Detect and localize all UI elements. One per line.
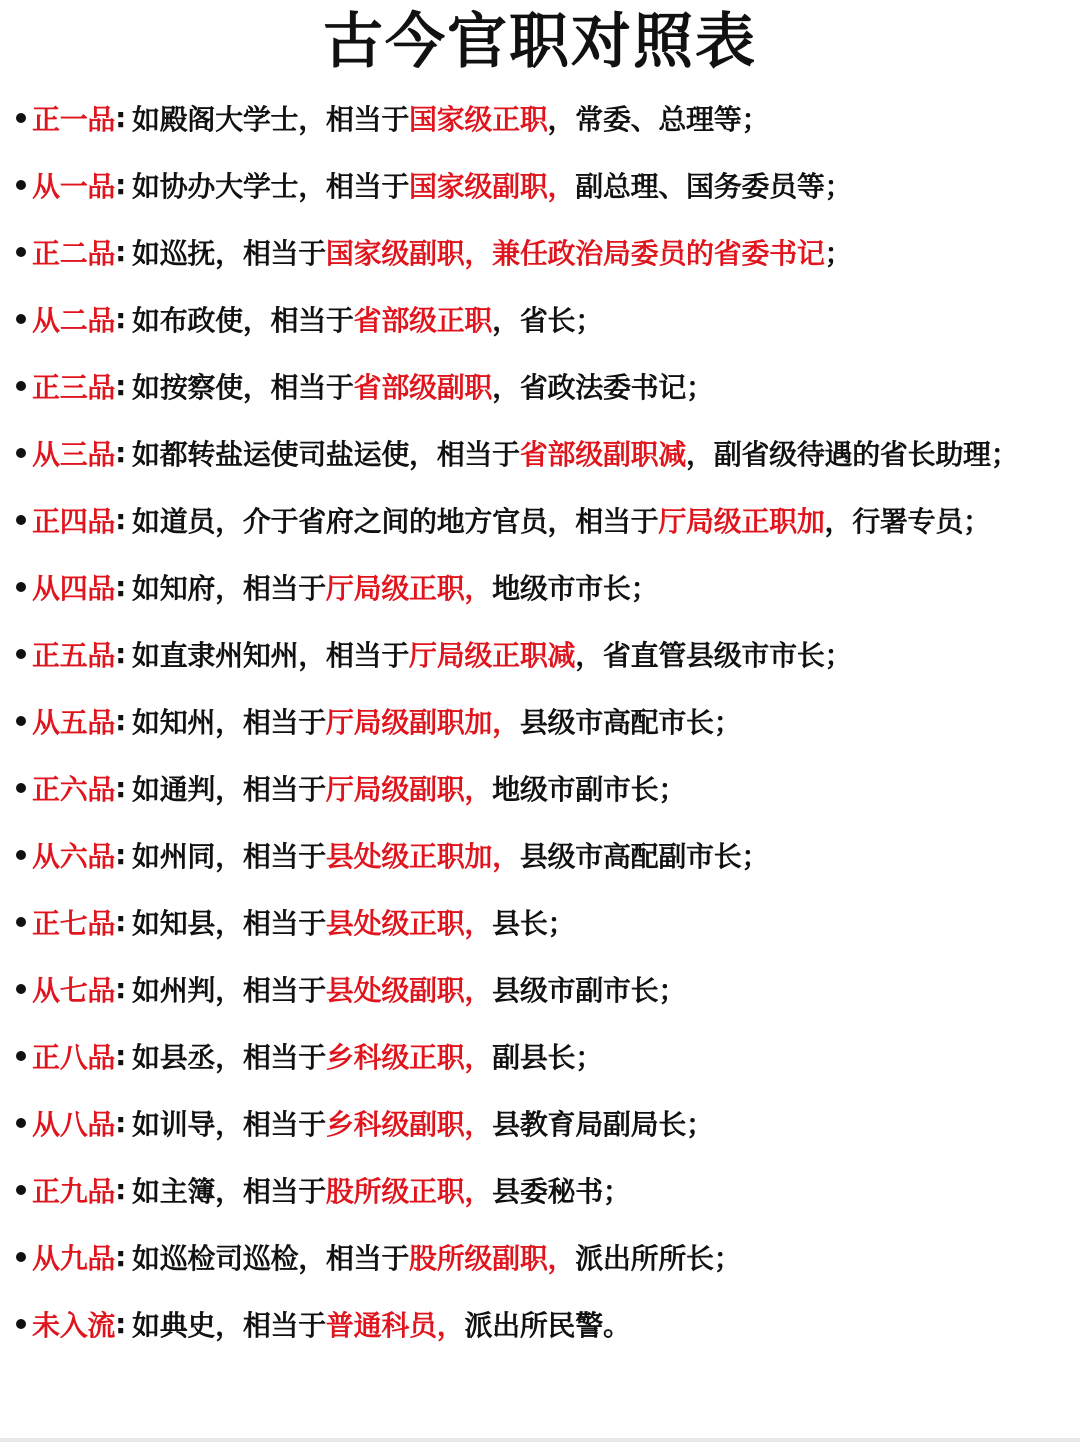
bullet-icon	[16, 649, 26, 659]
bullet-icon	[16, 247, 26, 257]
rank-row	[12, 553, 1068, 620]
rank-row	[12, 151, 1068, 218]
rank-colon: :	[115, 637, 127, 670]
description-text: 县级市高配副市长；	[519, 839, 770, 873]
equivalent-highlight: 国家级副职，兼任政治局委员的省委书记	[325, 236, 825, 270]
description-text: 如州判，相当于	[132, 973, 326, 1007]
rank-colon: :	[115, 771, 127, 804]
equivalent-highlight: 厅局级正职，	[325, 571, 493, 605]
bullet-icon	[16, 448, 26, 458]
description-text: 如巡检司巡检，相当于	[132, 1241, 410, 1275]
rank-row	[12, 888, 1068, 955]
rank-colon: :	[115, 972, 127, 1005]
rank-colon: :	[115, 1106, 127, 1139]
description-text: 县委秘书；	[492, 1174, 631, 1208]
rank-list	[12, 84, 1068, 1357]
rank-colon: :	[115, 1039, 127, 1072]
rank-label: 正四品	[32, 504, 116, 538]
description-text: 县长；	[492, 906, 576, 940]
equivalent-highlight: 普通科员，	[325, 1308, 465, 1342]
rank-row	[12, 1156, 1068, 1223]
rank-row	[12, 486, 1068, 553]
rank-colon: :	[115, 235, 127, 268]
rank-row	[12, 1223, 1068, 1290]
description-text: 如知州，相当于	[132, 705, 326, 739]
equivalent-highlight: 省部级副职减	[519, 437, 687, 471]
bullet-icon	[16, 1185, 26, 1195]
description-text: ，省政法委书记；	[492, 370, 714, 404]
rank-row	[12, 84, 1068, 151]
rank-colon: :	[115, 503, 127, 536]
rank-row	[12, 218, 1068, 285]
equivalent-highlight: 厅局级正职加	[658, 504, 825, 538]
description-text: 如道员，介于省府之间的地方官员，相当于	[132, 504, 659, 538]
description-text: 县级市副市长；	[492, 973, 687, 1007]
equivalent-highlight: 乡科级副职，	[325, 1107, 493, 1141]
rank-label: 正二品	[32, 236, 116, 270]
equivalent-highlight: 县处级副职，	[325, 973, 493, 1007]
rank-colon: :	[115, 436, 127, 469]
equivalent-highlight: 股所级正职，	[325, 1174, 493, 1208]
rank-colon: :	[115, 1307, 127, 1340]
rank-colon: :	[115, 168, 127, 201]
description-text: 副总理、国务委员等；	[575, 169, 853, 203]
description-text: 如巡抚，相当于	[132, 236, 326, 270]
equivalent-highlight: 乡科级正职，	[325, 1040, 493, 1074]
rank-colon: :	[115, 101, 127, 134]
bullet-icon	[16, 917, 26, 927]
rank-label: 从一品	[32, 169, 116, 203]
bullet-icon	[16, 1252, 26, 1262]
rank-label: 正八品	[32, 1040, 116, 1074]
rank-label: 从五品	[32, 705, 116, 739]
description-text: 地级市副市长；	[492, 772, 687, 806]
description-text: 县教育局副局长；	[492, 1107, 714, 1141]
description-text: ；	[824, 236, 853, 270]
rank-row	[12, 1022, 1068, 1089]
bullet-icon	[16, 113, 26, 123]
description-text: 如协办大学士，相当于	[132, 169, 410, 203]
rank-label: 正六品	[32, 772, 116, 806]
bullet-icon	[16, 381, 26, 391]
description-text: 如知府，相当于	[132, 571, 326, 605]
page	[0, 2, 1080, 1442]
rank-row	[12, 1089, 1068, 1156]
rank-label: 未入流	[32, 1308, 116, 1342]
rank-row	[12, 620, 1068, 687]
description-text: 如殿阁大学士，相当于	[132, 102, 410, 136]
rank-label: 正五品	[32, 638, 116, 672]
rank-colon: :	[115, 905, 127, 938]
description-text: ，省长；	[492, 303, 603, 337]
description-text: 地级市市长；	[492, 571, 659, 605]
rank-colon: :	[115, 570, 127, 603]
description-text: ，省直管县级市市长；	[575, 638, 853, 672]
bullet-icon	[16, 783, 26, 793]
rank-label: 从八品	[32, 1107, 116, 1141]
equivalent-highlight: 省部级正职	[353, 303, 493, 337]
rank-row	[12, 352, 1068, 419]
bullet-icon	[16, 850, 26, 860]
equivalent-highlight: 股所级副职，	[409, 1241, 576, 1275]
equivalent-highlight: 厅局级正职减	[409, 638, 576, 672]
rank-label: 从六品	[32, 839, 116, 873]
bullet-icon	[16, 180, 26, 190]
equivalent-highlight: 县处级正职加，	[325, 839, 520, 873]
bullet-icon	[16, 582, 26, 592]
description-text: 如主簿，相当于	[132, 1174, 326, 1208]
rank-label: 正一品	[32, 102, 116, 136]
rank-row	[12, 754, 1068, 821]
bullet-icon	[16, 1118, 26, 1128]
description-text: 如布政使，相当于	[132, 303, 354, 337]
bullet-icon	[16, 984, 26, 994]
description-text: 如训导，相当于	[132, 1107, 326, 1141]
bullet-icon	[16, 1319, 26, 1329]
bullet-icon	[16, 1051, 26, 1061]
rank-row	[12, 687, 1068, 754]
rank-row	[12, 821, 1068, 888]
rank-label: 正七品	[32, 906, 116, 940]
rank-label: 从七品	[32, 973, 116, 1007]
equivalent-highlight: 国家级正职	[409, 102, 548, 136]
description-text: 如典史，相当于	[132, 1308, 326, 1342]
description-text: 县级市高配市长；	[519, 705, 742, 739]
rank-colon: :	[115, 1240, 127, 1273]
description-text: 如都转盐运使司盐运使，相当于	[132, 437, 520, 471]
description-text: 如县丞，相当于	[132, 1040, 326, 1074]
bullet-icon	[16, 515, 26, 525]
rank-label: 从四品	[32, 571, 116, 605]
rank-colon: :	[115, 302, 127, 335]
rank-row	[12, 419, 1068, 486]
description-text: ，行署专员；	[824, 504, 991, 538]
rank-label: 从九品	[32, 1241, 116, 1275]
rank-colon: :	[115, 369, 127, 402]
equivalent-highlight: 厅局级副职，	[325, 772, 493, 806]
equivalent-highlight: 厅局级副职加，	[325, 705, 520, 739]
description-text: 如州同，相当于	[132, 839, 326, 873]
description-text: 副县长；	[492, 1040, 603, 1074]
rank-row	[12, 285, 1068, 352]
description-text: ，常委、总理等；	[547, 102, 770, 136]
rank-colon: :	[115, 704, 127, 737]
rank-row	[12, 1290, 1068, 1357]
rank-row	[12, 955, 1068, 1022]
description-text: 派出所民警。	[464, 1308, 631, 1342]
description-text: 如按察使，相当于	[132, 370, 354, 404]
bottom-divider	[0, 1438, 1080, 1442]
description-text: 如通判，相当于	[132, 772, 326, 806]
equivalent-highlight: 省部级副职	[353, 370, 493, 404]
description-text: ，副省级待遇的省长助理；	[686, 437, 1019, 471]
description-text: 派出所所长；	[575, 1241, 742, 1275]
page-title: 古今官职对照表	[323, 7, 757, 77]
rank-label: 正三品	[32, 370, 116, 404]
bullet-icon	[16, 716, 26, 726]
rank-colon: :	[115, 838, 127, 871]
rank-label: 从二品	[32, 303, 116, 337]
rank-label: 从三品	[32, 437, 116, 471]
rank-label: 正九品	[32, 1174, 116, 1208]
bullet-icon	[16, 314, 26, 324]
description-text: 如知县，相当于	[132, 906, 326, 940]
description-text: 如直隶州知州，相当于	[132, 638, 410, 672]
equivalent-highlight: 县处级正职，	[325, 906, 493, 940]
equivalent-highlight: 国家级副职，	[409, 169, 576, 203]
rank-colon: :	[115, 1173, 127, 1206]
